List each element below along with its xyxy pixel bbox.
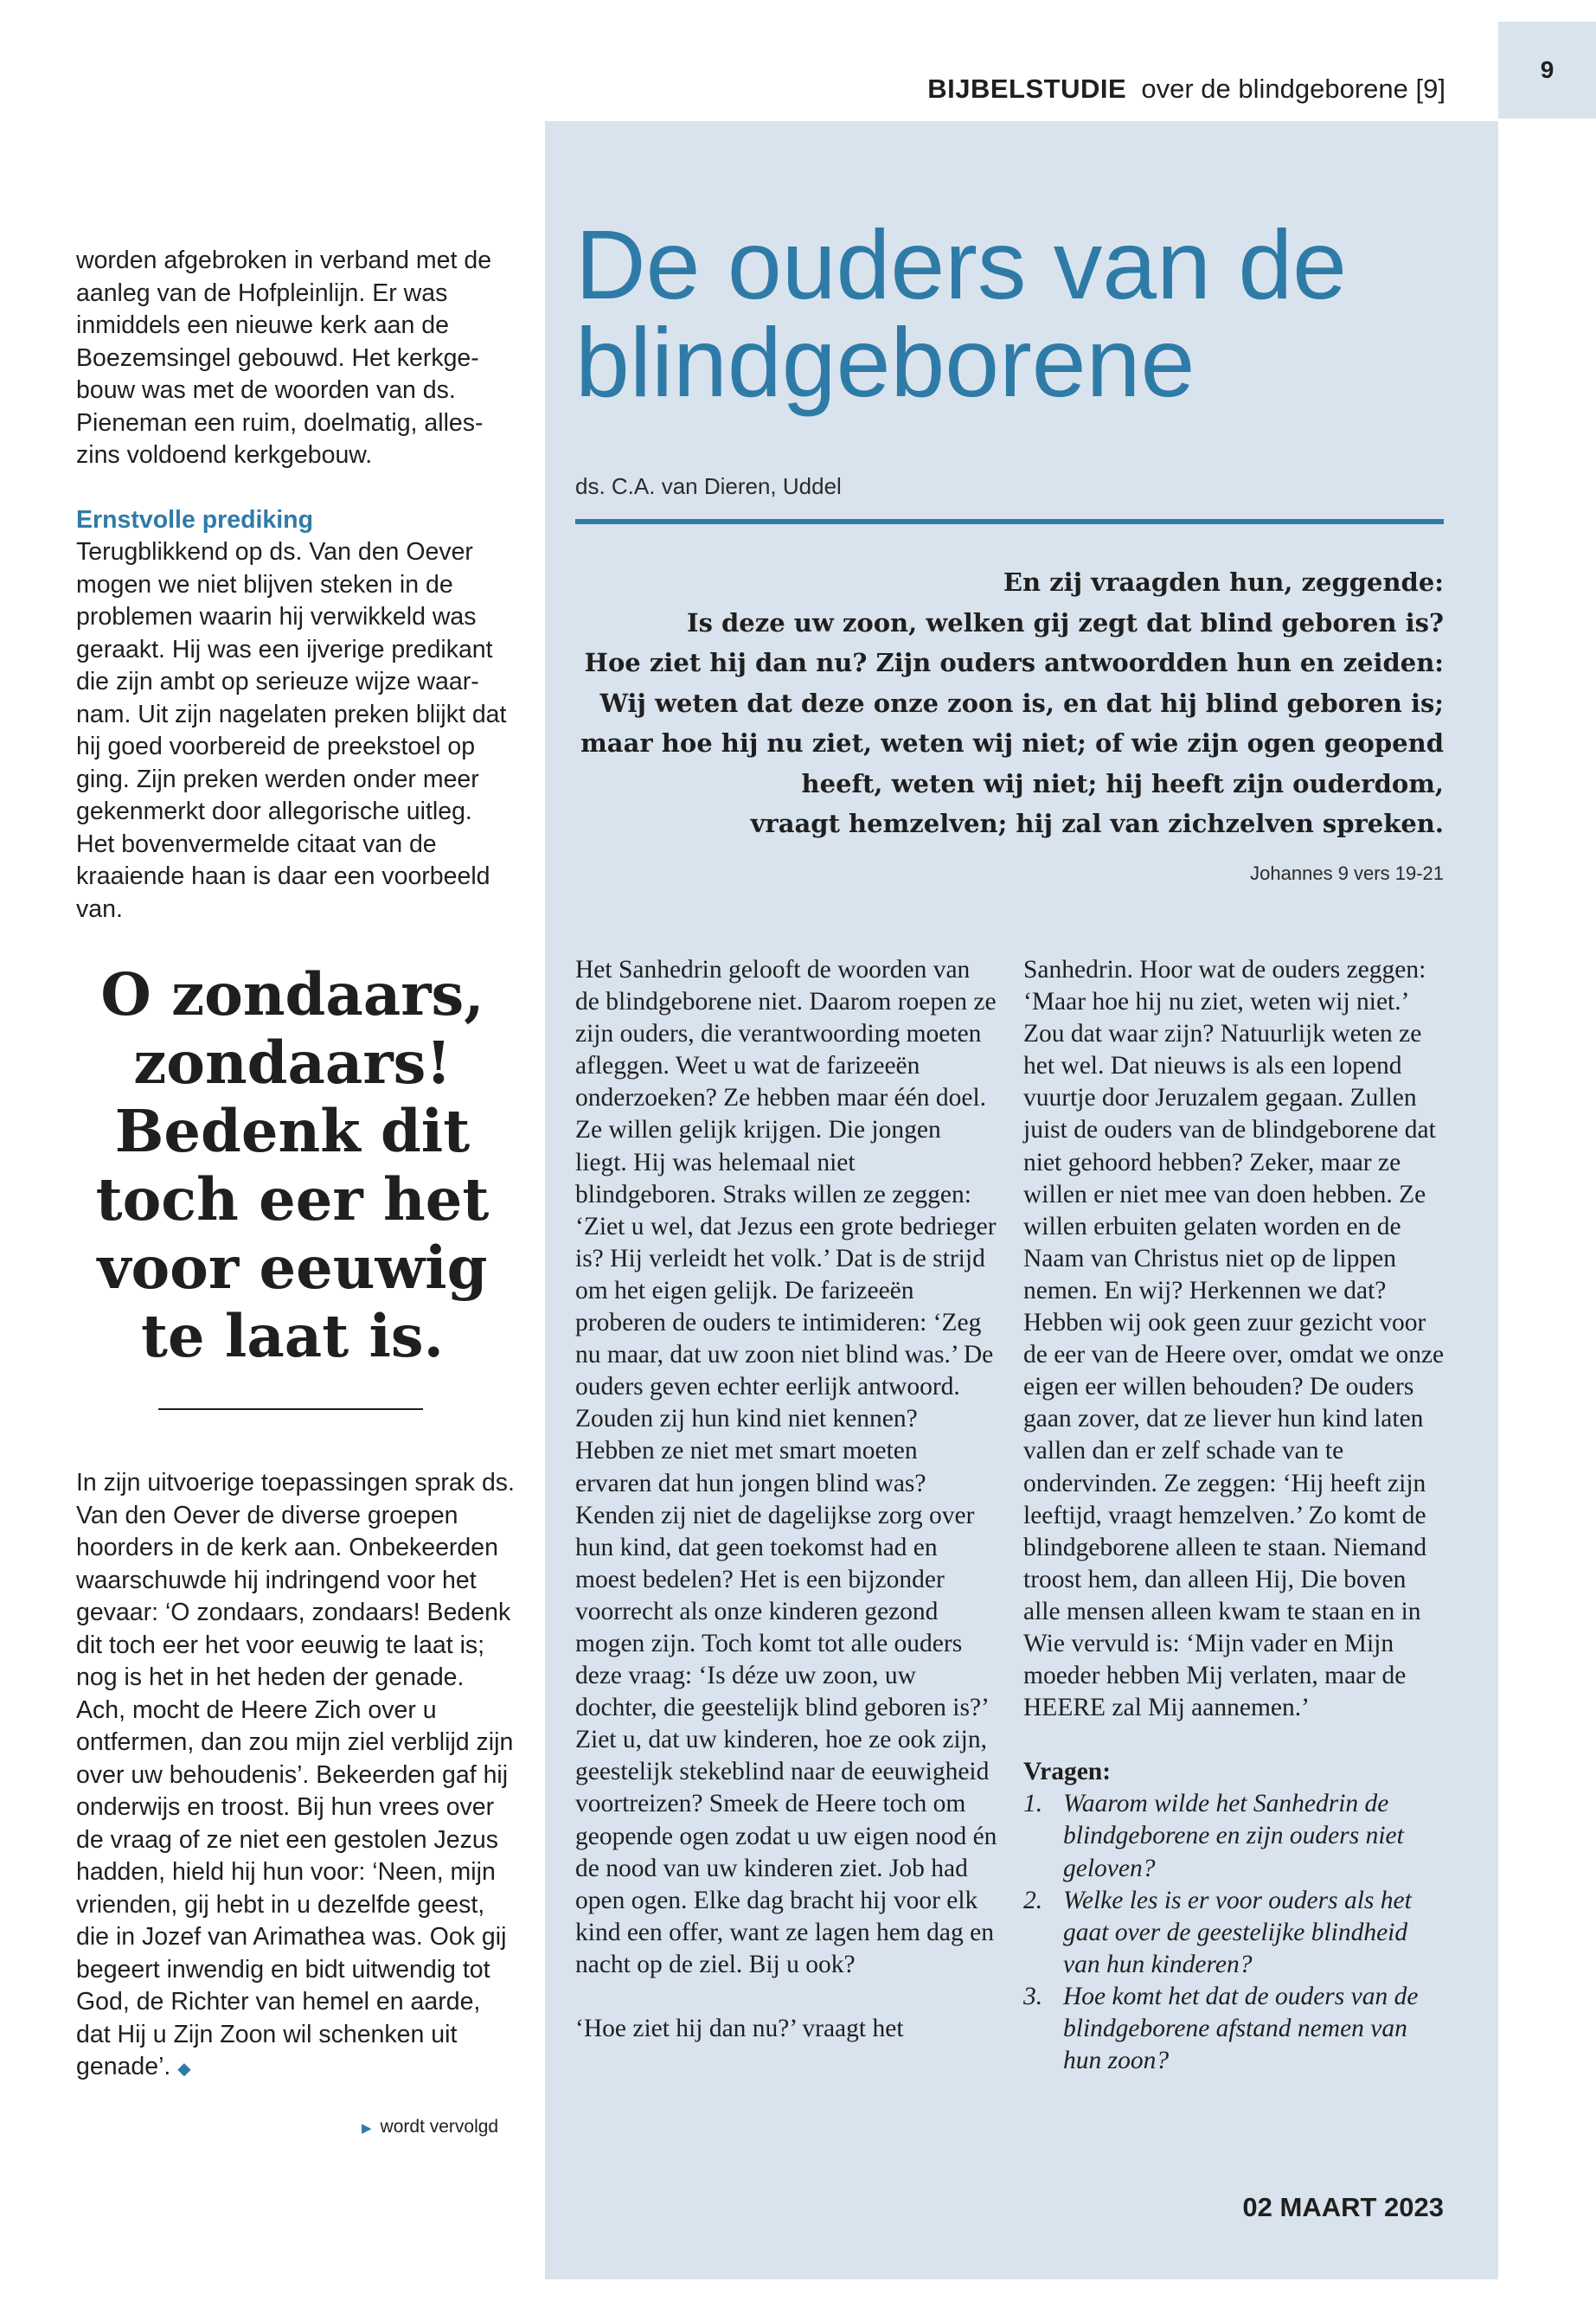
article-column-2	[1023, 954, 1445, 2077]
question-item	[1023, 1981, 1445, 2077]
quote-line: heeft, weten wij niet; hij heeft zijn ouderdom,	[801, 768, 1444, 798]
body-paragraph-2-text: In zijn uitvoerige toepassingen sprak ds. Van den Oever de diverse groepen hoorders in de kerk aan. Onbekeerden waarschuwde hij indringend voor het gevaar: ‘O zondaars, zondaars! Bedenk dit toch eer het voor eeuwig te laat is; nog is het in het heden der genade. Ach, mocht de Heere Zich over u ontfermen, dan zou mijn ziel verblijd zijn over uw behoudenis’. Bekeerden gaf hij onderwijs en troost. Bij hun vrees over de vraag of ze niet een gestolen Jezus hadden, hield hij hun voor: ‘Neen, mijn vrienden, gij hebt in u dezelfde geest, die in Jozef van Arimathea was. Ook gij begeert inwendig en bidt uitwendig tot God, de Richter van hemel en aarde, dat Hij u Zijn Zoon wil schenken uit genade’.	[76, 1469, 515, 2080]
body-paragraph: Terugblikkend op ds. Van den Oever mogen we niet blijven steken in de problemen waarin hij verwikkeld was geraakt. Hij was een ijverige predikant die zijn ambt op serieuze wijze waarnam. Uit zijn nagelaten preken blijkt dat hij goed voorbereid de preekstoel op ging. Zijn preken werden onder meer gekenmerkt door allegorische uitleg. Het bovenvermelde citaat van de kraaiende haan is daar een voorbeeld van.	[76, 538, 507, 923]
article-paragraph: Het Sanhedrin gelooft de woorden van de blindgeborene niet. Daarom roepen ze zijn ouders, die verantwoording moeten afleggen. Weet u wat de farizeeën onderzoeken? Ze hebben maar één doel. Ze willen gelijk krijgen. Die jongen liegt. Hij was helemaal niet blindgeboren. Straks willen ze zeggen: ‘Ziet u wel, dat Jezus een grote bedrieger is? Hij verleidt het volk.’ Dat is de strijd om het eigen gelijk. De farizeeën proberen de ouders te intimideren: ‘Zeg nu maar, dat uw zoon niet blind was.’ De ouders geven echter eerlijk antwoord. Zouden zij hun kind niet kennen? Hebben ze niet met smart moeten ervaren dat hun jongen blind was? Kenden zij niet de dagelijkse zorg over hun kind, dat geen toekomst had en moest bedelen? Het is een bijzonder voorrecht als onze kinderen gezond mogen zijn. Toch komt tot alle ouders deze vraag: ‘Is déze uw zoon, uw dochter, die geestelijk blind geboren is?’ Ziet u, dat uw kinderen, hoe ze ook zijn, geestelijk stekeblind naar de eeuwigheid voortreizen? Smeek de Heere toch om geopende ogen zodat u uw eigen nood én de nood van uw kinderen ziet. Job had open ogen. Elke dag bracht hij voor elk kind een offer, want ze lagen hem dag en nacht op de ziel. Bij u ook?	[575, 956, 997, 1978]
issue-date: 02 MAART 2023	[1242, 2192, 1444, 2222]
section-subtitle: over de blindgeborene [9]	[1141, 74, 1445, 104]
question-item	[1023, 1885, 1445, 1981]
quote-line: Is deze uw zoon, welken gij zegt dat blind geboren is?	[687, 607, 1444, 638]
quote-line: Hoe ziet hij dan nu? Zijn ouders antwoordden hun en zeiden:	[584, 648, 1444, 677]
questions-list	[1023, 1788, 1445, 2077]
body-paragraph-2	[76, 1467, 517, 2086]
article-column-1	[575, 954, 997, 2045]
intro-paragraph: worden afgebroken in verband met de aanleg van de Hofpleinlijn. Er was inmiddels een nieuwe kerk aan de Boezemsingel gebouwd. Het kerkgebouw was met de woorden van ds. Pieneman een ruim, doelmatig, alleszins voldoend kerkgebouw.	[76, 247, 492, 469]
quote-line: vraagt hemzelven; hij zal van zichzelven spreken.	[750, 809, 1444, 838]
continued-note	[362, 2117, 498, 2138]
question-text: Hoe komt het dat de ouders van de blindgeborene afstand nemen van hun zoon?	[1063, 1982, 1419, 2075]
section-label: BIJBELSTUDIE	[927, 74, 1127, 104]
question-number: 2.	[1023, 1886, 1043, 1914]
questions-heading: Vragen:	[1023, 1758, 1112, 1786]
article-paragraph-tail: ‘Hoe ziet hij dan nu?’ vraagt het	[575, 2015, 904, 2042]
question-text: Waarom wilde het Sanhedrin de blindgeborene en zijn ouders niet geloven?	[1063, 1790, 1404, 1882]
triangle-right-icon: ▶	[362, 2121, 372, 2136]
quote-line: Wij weten dat deze onze zoon is, en dat hij blind geboren is;	[599, 688, 1444, 718]
article-title: De ouders van de blindgeborene	[575, 210, 1348, 417]
pull-quote-divider	[158, 1408, 423, 1410]
pull-quote: O zondaars, zondaars! Bedenk dit toch eer het voor eeuwig te laat is.	[95, 960, 490, 1370]
page-number: 9	[1498, 22, 1596, 119]
question-number: 1.	[1023, 1790, 1043, 1818]
quote-line: maar hoe hij nu ziet, weten wij niet; of wie zijn ogen geopend	[580, 728, 1444, 758]
left-column-continued	[76, 1467, 517, 2086]
diamond-icon: ◆	[177, 2060, 191, 2079]
bible-quote	[575, 562, 1444, 844]
question-text: Welke les is er voor ouders als het gaat over de geestelijke blindheid van hun kinderen?	[1063, 1886, 1412, 1978]
subheading: Ernstvolle prediking	[76, 505, 313, 534]
question-item	[1023, 1788, 1445, 1884]
article-author: ds. C.A. van Dieren, Uddel	[575, 473, 842, 499]
title-divider	[575, 519, 1444, 524]
left-column	[76, 245, 517, 926]
quote-line: En zij vraagden hun, zeggende:	[1003, 567, 1444, 597]
article-paragraph: Sanhedrin. Hoor wat de ouders zeggen: ‘Maar hoe hij nu ziet, weten wij niet.’ Zou dat waar zijn? Natuurlijk weten ze het wel. Dat nieuws is als een lopend vuurtje door Jeruzalem gegaan. Zullen juist de ouders van de blindgeborene dat niet gehoord hebben? Zeker, maar ze willen er niet mee van doen hebben. Ze willen erbuiten gelaten worden en de Naam van Christus niet op de lippen nemen. En wij? Herkennen we dat? Hebben wij ook geen zuur gezicht voor de eer van de Heere over, omdat we onze eigen eer willen behouden? De ouders gaan zover, dat ze liever hun kind laten vallen dan er zelf schade van te ondervinden. Ze zeggen: ‘Hij heeft zijn leeftijd, vraagt hemzelven.’ Zo komt de blindgeborene alleen te staan. Niemand troost hem, dan alleen Hij, Die boven alle mensen alleen kwam te staan en in Wie vervuld is: ‘Mijn vader en Mijn moeder hebben Mij verlaten, maar de HEERE zal Mij aannemen.’	[1023, 956, 1445, 1722]
continued-label: wordt vervolgd	[380, 2117, 499, 2137]
running-header	[927, 74, 1445, 105]
bible-reference: Johannes 9 vers 19-21	[1250, 862, 1444, 884]
question-number: 3.	[1023, 1982, 1043, 2010]
